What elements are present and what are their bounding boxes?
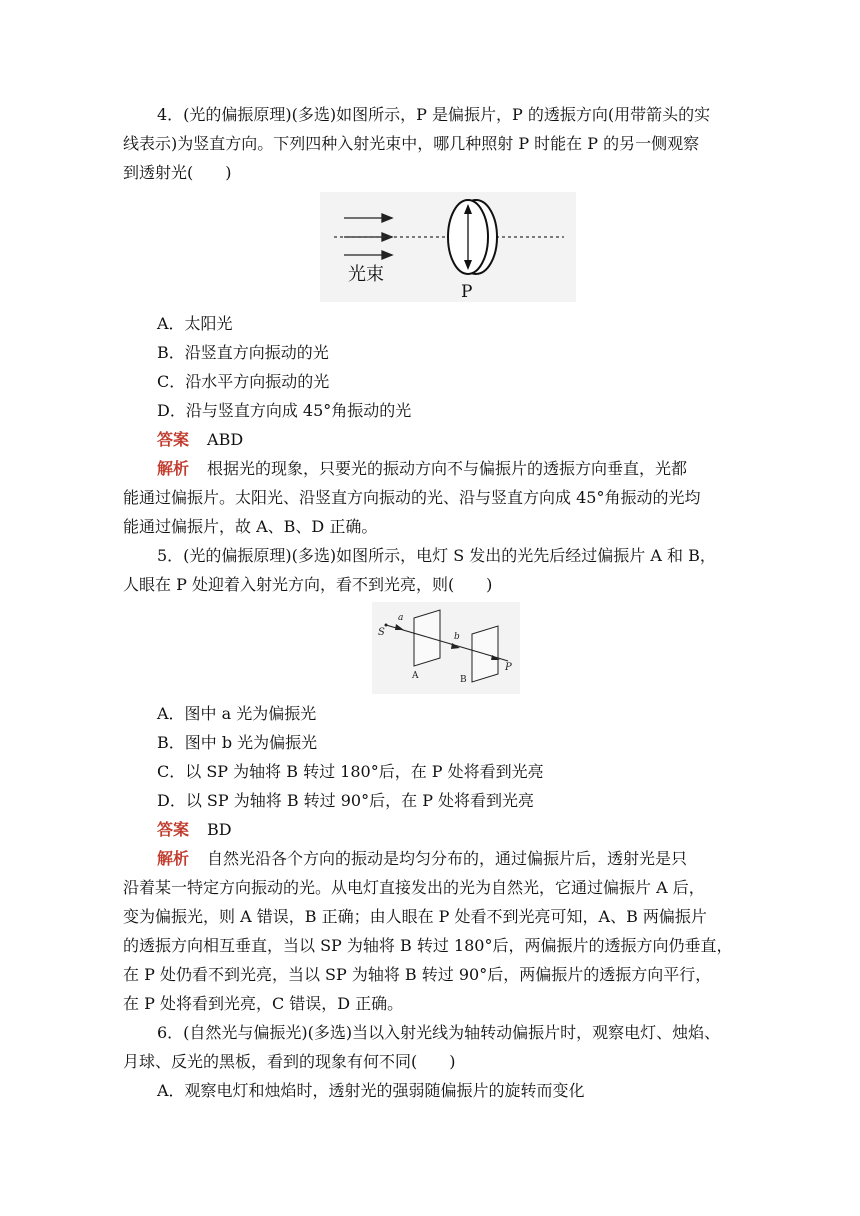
q5-stem-line2: 人眼在 P 处迎着入射光方向，看不到光亮，则( ) bbox=[123, 575, 493, 594]
polarizer-a-label: A bbox=[412, 671, 419, 681]
q4-option-d: D．沿与竖直方向成 45°角振动的光 bbox=[157, 401, 412, 420]
polarizer-b-label: B bbox=[460, 675, 467, 685]
q6-option-a: A．观察电灯和烛焰时，透射光的强弱随偏振片的旋转而变化 bbox=[157, 1081, 585, 1100]
answer-value: ABD bbox=[207, 430, 244, 449]
q4-answer bbox=[157, 425, 787, 454]
b-label: b bbox=[454, 632, 460, 642]
eye-position-label: P bbox=[505, 662, 512, 673]
q6-stem-line2: 月球、反光的黑板，看到的现象有何不同( ) bbox=[123, 1052, 456, 1071]
q5-option-b: B．图中 b 光为偏振光 bbox=[157, 733, 318, 752]
q4-stem-line2: 线表示)为竖直方向。下列四种入射光束中，哪几种照射 P 时能在 P 的另一侧观察 bbox=[123, 134, 700, 153]
q5-analysis-line6: 在 P 处将看到光亮，C 错误，D 正确。 bbox=[123, 994, 404, 1013]
q4-analysis-line1 bbox=[157, 454, 787, 483]
q6-stem-line1: 6．(自然光与偏振光)(多选)当以入射光线为轴转动偏振片时，观察电灯、烛焰、 bbox=[157, 1023, 721, 1042]
q4-option-a: A．太阳光 bbox=[157, 314, 233, 333]
q5-answer bbox=[157, 815, 787, 844]
beam-label: 光束 bbox=[348, 264, 384, 285]
q4-option-b: B．沿竖直方向振动的光 bbox=[157, 343, 329, 362]
q5-two-polarizers-figure bbox=[372, 602, 520, 694]
analysis-label: 解析 bbox=[157, 849, 190, 868]
analysis-label: 解析 bbox=[157, 459, 190, 478]
answer-value: BD bbox=[207, 820, 232, 839]
source-label: S bbox=[378, 627, 385, 638]
q5-option-a: A．图中 a 光为偏振光 bbox=[157, 704, 317, 723]
q5-option-d: D．以 SP 为轴将 B 转过 90°后，在 P 处将看到光亮 bbox=[157, 791, 535, 810]
q5-analysis-line1 bbox=[157, 844, 787, 873]
q5-analysis-line5: 在 P 处仍看不到光亮，当以 SP 为轴将 B 转过 90°后，两偏振片的透振方向平行， bbox=[123, 965, 712, 984]
q4-stem-line3: 到透射光( ) bbox=[123, 163, 232, 182]
q5-analysis-line4: 的透振方向相互垂直，当以 SP 为轴将 B 转过 180°后，两偏振片的透振方向仍垂直， bbox=[123, 936, 733, 955]
polarizer-label: P bbox=[461, 282, 473, 302]
q5-option-c: C．以 SP 为轴将 B 转过 180°后，在 P 处将看到光亮 bbox=[157, 762, 544, 781]
q5-analysis-line3: 变为偏振光，则 A 错误，B 正确；由人眼在 P 处看不到光亮可知，A、B 两偏振片 bbox=[123, 907, 707, 926]
answer-label: 答案 bbox=[157, 430, 190, 449]
analysis-text: 根据光的现象，只要光的振动方向不与偏振片的透振方向垂直，光都 bbox=[207, 459, 688, 478]
q4-option-c: C．沿水平方向振动的光 bbox=[157, 372, 330, 391]
q5-analysis-line2: 沿着某一特定方向振动的光。从电灯直接发出的光为自然光，它通过偏振片 A 后， bbox=[123, 878, 705, 897]
q4-stem-line1: 4．(光的偏振原理)(多选)如图所示，P 是偏振片，P 的透振方向(用带箭头的实 bbox=[157, 105, 711, 124]
a-label: a bbox=[398, 613, 404, 623]
analysis-text: 自然光沿各个方向的振动是均匀分布的，通过偏振片后，透射光是只 bbox=[207, 849, 688, 868]
q4-analysis-line2: 能通过偏振片。太阳光、沿竖直方向振动的光、沿与竖直方向成 45°角振动的光均 bbox=[123, 488, 701, 507]
q5-stem-line1: 5．(光的偏振原理)(多选)如图所示，电灯 S 发出的光先后经过偏振片 A 和 B， bbox=[157, 546, 716, 565]
answer-label: 答案 bbox=[157, 820, 190, 839]
q4-analysis-line3: 能通过偏振片，故 A、B、D 正确。 bbox=[123, 517, 378, 536]
q4-polarizer-figure bbox=[320, 192, 576, 302]
